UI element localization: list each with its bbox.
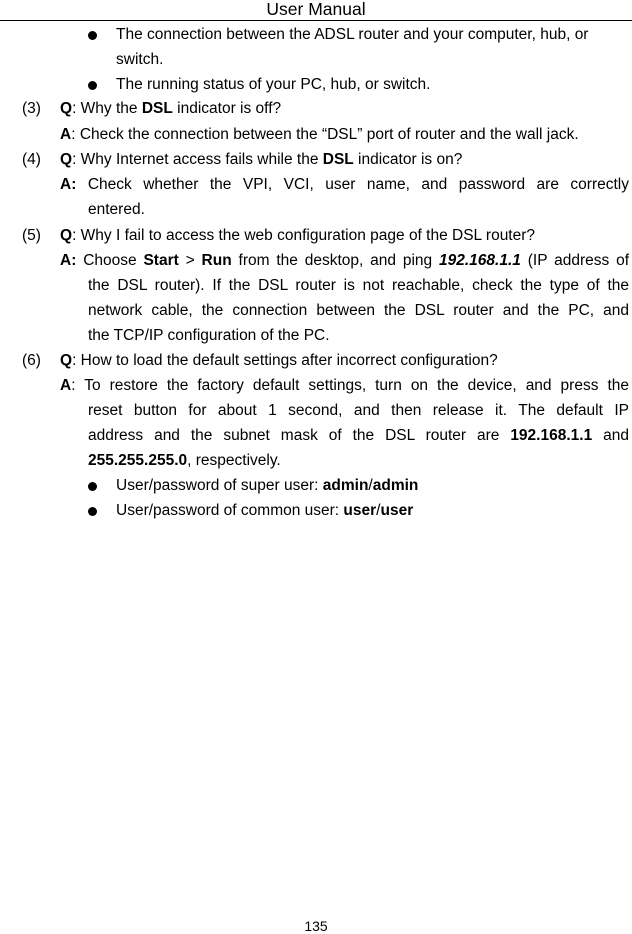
question-number-6: (6) — [22, 352, 41, 369]
intro-bullet-1-line-1: The connection between the ADSL router and your computer, hub, or — [116, 26, 589, 43]
intro-bullet-2: The running status of your PC, hub, or switch. — [116, 76, 431, 93]
answer-4-line-2: entered. — [88, 201, 145, 218]
question-number-5: (5) — [22, 227, 41, 244]
question-6: Q: How to load the default settings after incorrect configuration? — [60, 352, 498, 369]
question-5: Q: Why I fail to access the web configuration page of the DSL router? — [60, 227, 536, 244]
question-3: Q: Why the DSL indicator is off? — [60, 100, 282, 117]
page-number: 135 — [304, 918, 328, 934]
answer-5-line-1: A: Choose Start > Run from the desktop, and ping 192.168.1.1 (IP address of — [60, 252, 629, 269]
super-user-credentials: User/password of super user: admin/admin — [116, 477, 419, 494]
bullet-dot — [88, 81, 97, 90]
page-header — [0, 0, 632, 21]
question-4: Q: Why Internet access fails while the DSL indicator is on? — [60, 151, 463, 168]
answer-6-line-3: address and the subnet mask of the DSL router are 192.168.1.1 and — [88, 427, 629, 444]
question-number-3: (3) — [22, 100, 41, 117]
answer-5-line-2: the DSL router). If the DSL router is not reachable, check the type of the — [88, 277, 629, 294]
intro-bullet-1-line-2: switch. — [116, 51, 164, 68]
bullet-dot — [88, 31, 97, 40]
answer-6-line-2: reset button for about 1 second, and then release it. The default IP — [88, 402, 629, 419]
common-user-credentials: User/password of common user: user/user — [116, 502, 414, 519]
header-title: User Manual — [266, 0, 366, 19]
question-number-4: (4) — [22, 151, 41, 168]
answer-5-line-3: network cable, the connection between the DSL router and the PC, and — [88, 302, 629, 319]
answer-6-line-4: 255.255.255.0, respectively. — [88, 452, 281, 469]
bullet-dot — [88, 507, 97, 516]
bullet-dot — [88, 482, 97, 491]
answer-5-line-4: the TCP/IP configuration of the PC. — [88, 327, 330, 344]
answer-6-line-1: A: To restore the factory default settings, turn on the device, and press the — [60, 377, 629, 394]
answer-3: A: Check the connection between the “DSL” port of router and the wall jack. — [60, 126, 579, 143]
answer-4-line-1: A: Check whether the VPI, VCI, user name, and password are correctly — [60, 176, 629, 193]
